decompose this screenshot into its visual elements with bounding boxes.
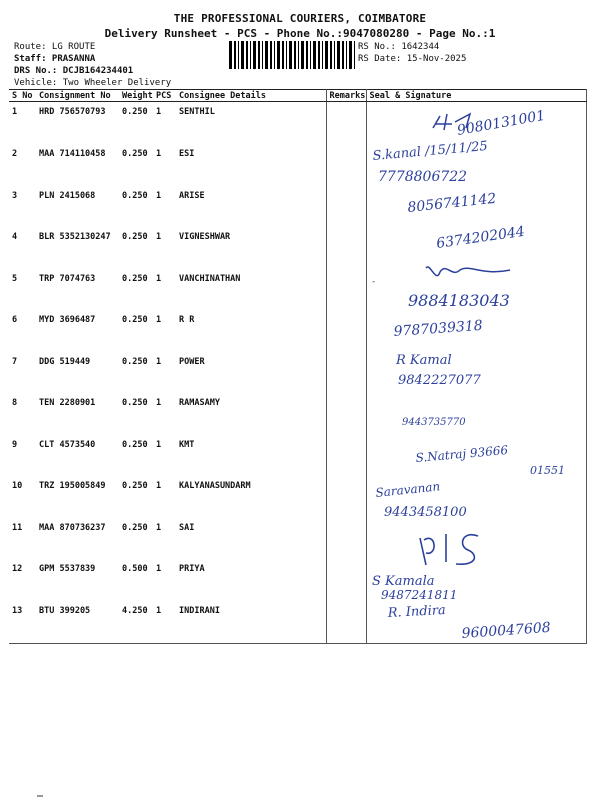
table-row	[9, 435, 586, 476]
row-weight: 0.500	[122, 564, 148, 575]
row-consignment-no: TEN 2280901	[39, 398, 96, 409]
table-row	[9, 310, 586, 351]
table-row	[9, 144, 586, 185]
runsheet-meta-left	[14, 41, 171, 89]
signature-text: 7778806722	[378, 169, 468, 185]
row-signature	[366, 601, 586, 644]
signature-text: 6374202044	[435, 223, 526, 252]
row-consignee: ESI	[176, 144, 326, 185]
row-signature	[366, 186, 586, 227]
row-weight: 0.250	[122, 522, 148, 533]
rs-date: RS Date: 15-Nov-2025	[358, 54, 467, 64]
table-row	[9, 393, 586, 434]
row-remarks	[326, 393, 366, 434]
col-consignment: Consignment No	[36, 90, 119, 102]
row-consignment-no: CLT 4573540	[39, 439, 96, 450]
vehicle-label: Vehicle: Two Wheeler Delivery	[14, 78, 172, 88]
row-signature	[366, 435, 586, 476]
row-weight: 0.250	[122, 481, 148, 492]
row-pcs: 1	[156, 107, 162, 117]
row-pcs: 1	[156, 149, 162, 160]
row-consignment-no: MYD 3696487	[39, 315, 96, 326]
col-remarks: Remarks	[326, 90, 366, 102]
col-signature: Seal & Signature	[366, 90, 586, 102]
row-weight: 0.250	[122, 273, 148, 284]
row-weight: 0.250	[122, 315, 148, 326]
row-consignee: SENTHIL	[176, 102, 326, 145]
row-consignee: R R	[176, 310, 326, 351]
row-consignee: KMT	[176, 435, 326, 476]
row-consignee: KALYANASUNDARM	[176, 476, 326, 517]
row-signature	[366, 476, 586, 517]
signature-text: 9787039318	[393, 317, 484, 340]
rs-number: RS No.: 1642344	[358, 42, 440, 52]
row-signature	[366, 559, 586, 600]
row-consignee: VIGNESHWAR	[176, 227, 326, 268]
row-sno: 4	[12, 232, 18, 243]
col-sno: S No	[9, 90, 36, 102]
signature-text: R Kamal	[396, 353, 452, 368]
row-weight: 0.250	[122, 398, 148, 409]
row-consignment-no: MAA 714110458	[39, 149, 106, 160]
row-pcs: 1	[156, 522, 162, 533]
row-consignment-no: HRD 756570793	[39, 107, 106, 117]
row-remarks	[326, 435, 366, 476]
row-signature	[366, 518, 586, 559]
row-signature	[366, 310, 586, 351]
row-pcs: 1	[156, 398, 162, 409]
row-pcs: 1	[156, 356, 162, 367]
page-footer-mark	[37, 795, 43, 797]
row-pcs: 1	[156, 232, 162, 243]
row-weight: 0.250	[122, 439, 148, 450]
row-remarks	[326, 144, 366, 185]
row-remarks	[326, 186, 366, 227]
row-pcs: 1	[156, 439, 162, 450]
remarks-mark: -	[371, 277, 377, 287]
col-consignee: Consignee Details	[176, 90, 326, 102]
row-weight: 0.250	[122, 149, 148, 160]
row-sno: 7	[12, 356, 18, 367]
table-row	[9, 269, 586, 310]
row-consignee: INDIRANI	[176, 601, 326, 644]
row-signature	[366, 352, 586, 393]
row-weight: 0.250	[122, 107, 148, 117]
row-sno: 8	[12, 398, 18, 409]
row-weight: 0.250	[122, 190, 148, 201]
table-row	[9, 186, 586, 227]
signature-text: 8056741142	[406, 190, 498, 216]
row-sno: 2	[12, 149, 18, 160]
row-sno: 11	[12, 522, 23, 533]
row-pcs: 1	[156, 481, 162, 492]
col-pcs: PCS	[153, 90, 176, 102]
row-consignment-no: PLN 2415068	[39, 190, 96, 201]
row-consignee: PRIYA	[176, 559, 326, 600]
row-remarks	[326, 269, 366, 310]
signature-text: Saravanan	[374, 479, 441, 500]
table-row	[9, 476, 586, 517]
row-consignment-no: BTU 399205	[36, 601, 119, 644]
row-consignee: SAI	[176, 518, 326, 559]
row-pcs: 1	[156, 564, 162, 575]
row-signature	[366, 102, 586, 145]
table-header-row	[9, 90, 586, 102]
row-signature	[366, 144, 586, 185]
row-consignment-no: GPM 5537839	[39, 564, 96, 575]
row-pcs: 1	[156, 190, 162, 201]
row-sno: 13	[9, 601, 36, 644]
signature-text: S Kamala	[372, 574, 435, 589]
drs-label: DRS No.: DCJB164234401	[14, 66, 134, 76]
table-row	[9, 601, 586, 644]
row-weight: 0.250	[122, 356, 148, 367]
signature-text: 9842227077	[398, 373, 481, 388]
row-weight: 4.250	[119, 601, 153, 644]
row-pcs: 1	[156, 315, 162, 326]
row-sno: 9	[12, 439, 18, 450]
signature-text: 9600047608	[461, 619, 552, 642]
row-remarks	[326, 601, 366, 644]
row-signature	[366, 269, 586, 310]
signature-text: 9443458100	[384, 505, 467, 520]
row-consignment-no: DDG 519449	[39, 356, 91, 367]
table-row	[9, 227, 586, 268]
row-remarks	[326, 227, 366, 268]
runsheet-title: Delivery Runsheet - PCS - Phone No.:9047080280 - Page No.:1	[104, 27, 496, 40]
row-consignee: RAMASAMY	[176, 393, 326, 434]
signature-text: S.Natraj 93666	[415, 442, 509, 465]
row-consignee: POWER	[176, 352, 326, 393]
table-row	[9, 518, 586, 559]
row-remarks	[326, 352, 366, 393]
row-consignment-no: TRZ 195005849	[39, 481, 106, 492]
row-consignment-no: TRP 7074763	[39, 273, 96, 284]
row-sno: 10	[12, 481, 23, 492]
company-name: THE PROFESSIONAL COURIERS, COIMBATORE	[173, 12, 427, 25]
runsheet-meta-right	[358, 41, 466, 65]
row-signature	[366, 227, 586, 268]
staff-label: Staff: PRASANNA	[14, 54, 96, 64]
table-row	[9, 559, 586, 600]
row-remarks	[326, 518, 366, 559]
row-remarks	[326, 310, 366, 351]
table-row	[9, 352, 586, 393]
row-sno: 5	[12, 273, 18, 284]
col-weight: Weight	[119, 90, 153, 102]
signature-text: 9487241811	[381, 588, 458, 602]
row-sno: 1	[12, 107, 18, 117]
barcode	[229, 41, 355, 69]
signature-text: S.kanal /15/11/25	[372, 138, 489, 164]
document-header	[0, 12, 600, 40]
row-weight: 0.250	[122, 232, 148, 243]
row-remarks	[326, 559, 366, 600]
signature-text: 9080131001	[455, 107, 547, 139]
row-consignment-no: MAA 870736237	[39, 522, 106, 533]
signature-text: 9443735770	[402, 417, 466, 428]
row-sno: 12	[12, 564, 23, 575]
row-sno: 3	[12, 190, 18, 201]
row-remarks	[326, 102, 366, 145]
row-consignee: ARISE	[176, 186, 326, 227]
row-pcs: 1	[153, 601, 176, 644]
route-label: Route: LG ROUTE	[14, 42, 96, 52]
row-consignee: VANCHINATHAN	[176, 269, 326, 310]
signature-text: 01551	[530, 464, 565, 477]
row-pcs: 1	[156, 273, 162, 284]
row-consignment-no: BLR 5352130247	[39, 232, 111, 243]
signature-text: 9884183043	[408, 291, 510, 310]
table-row	[9, 102, 586, 145]
runsheet-table	[9, 89, 587, 644]
row-sno: 6	[12, 315, 18, 326]
row-signature	[366, 393, 586, 434]
signature-text: R. Indira	[387, 602, 447, 621]
row-remarks	[326, 476, 366, 517]
